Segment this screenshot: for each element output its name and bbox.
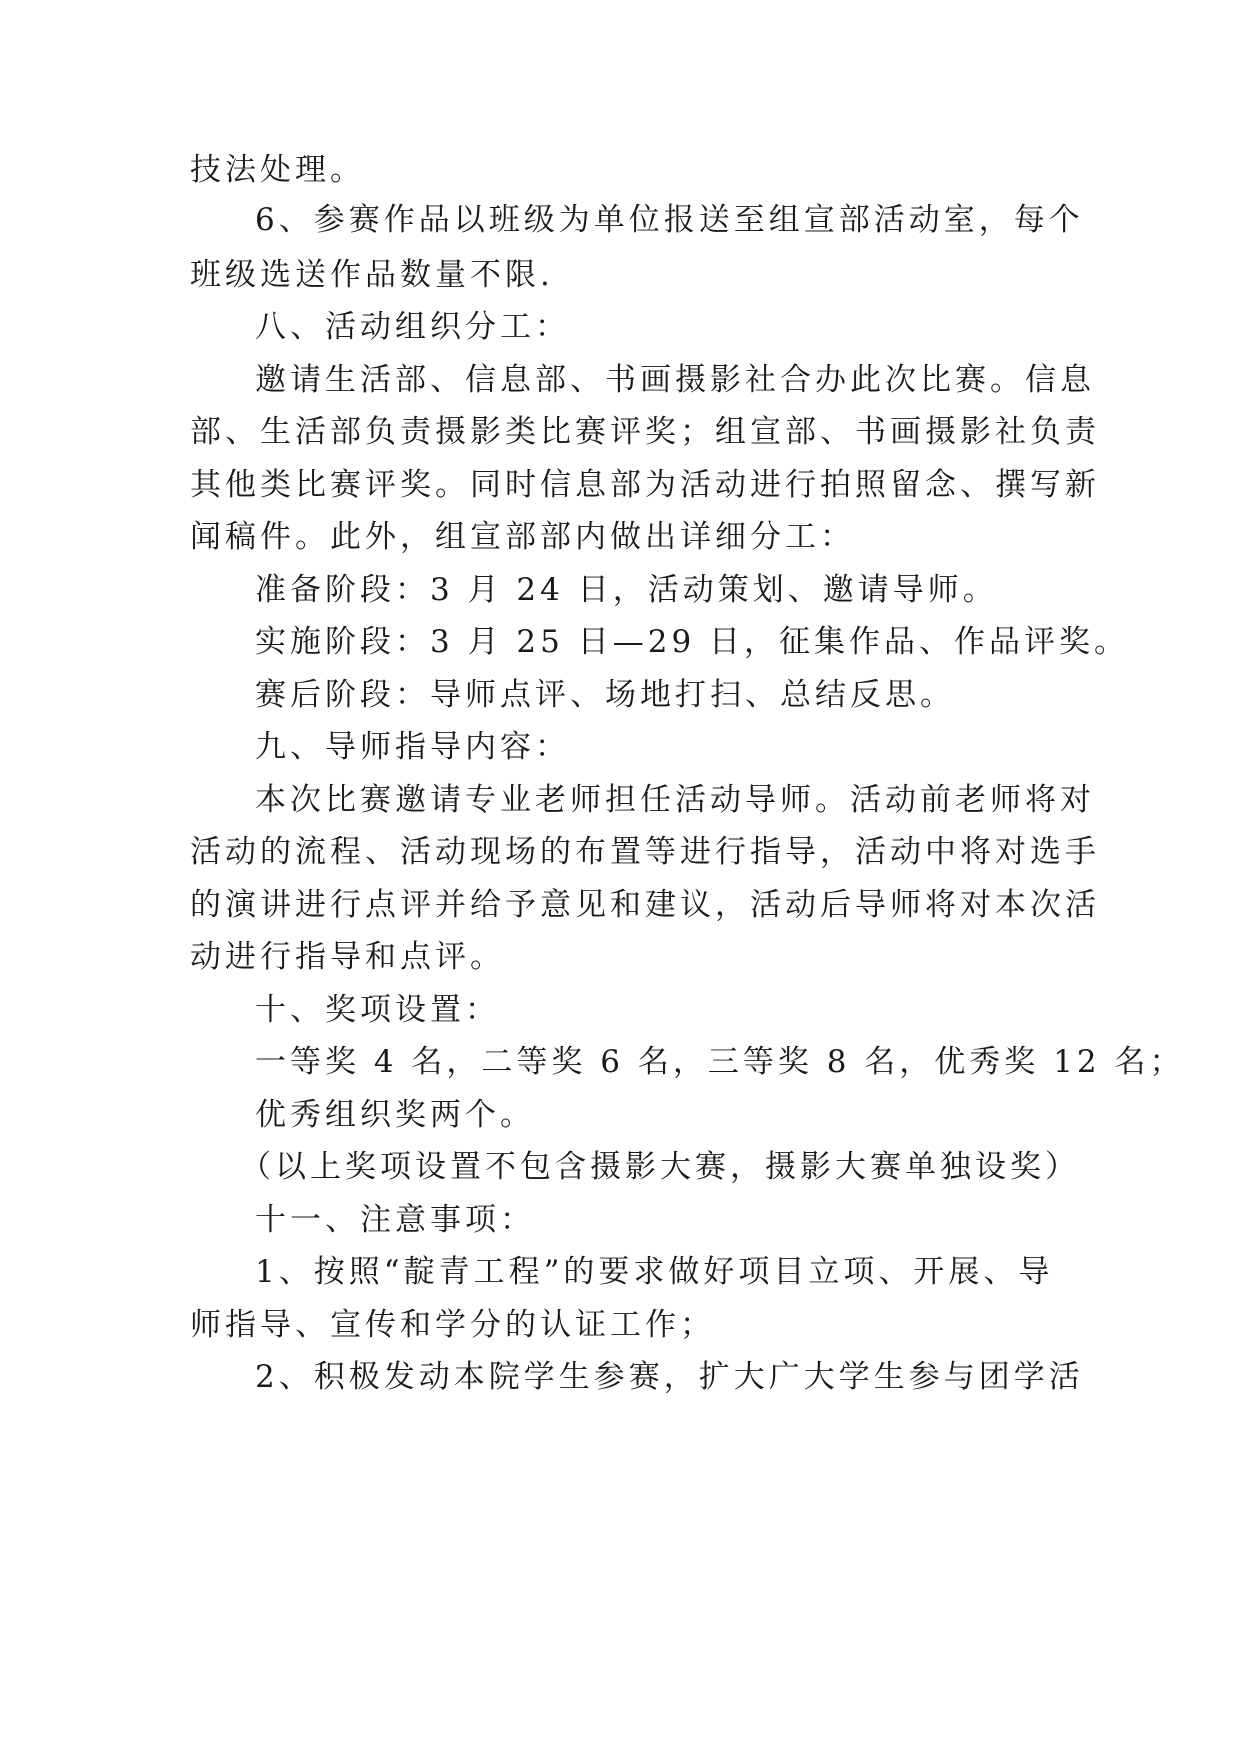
text-line: 的演讲进行点评并给予意见和建议，活动后导师将对本次活 bbox=[190, 887, 1100, 923]
text-line: 本次比赛邀请专业老师担任活动导师。活动前老师将对 bbox=[255, 782, 1095, 818]
text-line: 其他类比赛评奖。同时信息部为活动进行拍照留念、撰写新 bbox=[190, 467, 1100, 503]
text-line: 赛后阶段：导师点评、场地打扫、总结反思。 bbox=[255, 677, 955, 713]
text-line: 动进行指导和点评。 bbox=[190, 939, 505, 975]
text-line: 闻稿件。此外，组宣部部内做出详细分工： bbox=[190, 519, 855, 555]
text-line: 2、积极发动本院学生参赛，扩大广大学生参与团学活 bbox=[255, 1359, 1084, 1395]
text-line: 一等奖 4 名，二等奖 6 名，三等奖 8 名，优秀奖 12 名； bbox=[255, 1044, 1185, 1080]
text-line: 班级选送作品数量不限. bbox=[190, 257, 554, 293]
section-heading: 九、导师指导内容： bbox=[255, 729, 570, 765]
text-line: 准备阶段：3 月 24 日，活动策划、邀请导师。 bbox=[255, 572, 998, 608]
section-heading: 十一、注意事项： bbox=[255, 1202, 535, 1238]
text-line: 师指导、宣传和学分的认证工作； bbox=[190, 1307, 715, 1343]
text-line: 1、按照“靛青工程”的要求做好项目立项、开展、导 bbox=[255, 1254, 1054, 1290]
text-line: （以上奖项设置不包含摄影大赛，摄影大赛单独设奖） bbox=[240, 1149, 1080, 1185]
text-line: 技法处理。 bbox=[190, 152, 365, 188]
text-line: 邀请生活部、信息部、书画摄影社合办此次比赛。信息 bbox=[255, 362, 1095, 398]
section-heading: 十、奖项设置： bbox=[255, 992, 500, 1028]
text-line: 活动的流程、活动现场的布置等进行指导，活动中将对选手 bbox=[190, 834, 1100, 870]
text-line: 部、生活部负责摄影类比赛评奖；组宣部、书画摄影社负责 bbox=[190, 414, 1100, 450]
section-heading: 八、活动组织分工： bbox=[255, 309, 570, 345]
text-line: 实施阶段：3 月 25 日—29 日，征集作品、作品评奖。 bbox=[255, 624, 1130, 660]
text-line: 优秀组织奖两个。 bbox=[255, 1097, 535, 1133]
text-line: 6、参赛作品以班级为单位报送至组宣部活动室，每个 bbox=[255, 202, 1084, 238]
